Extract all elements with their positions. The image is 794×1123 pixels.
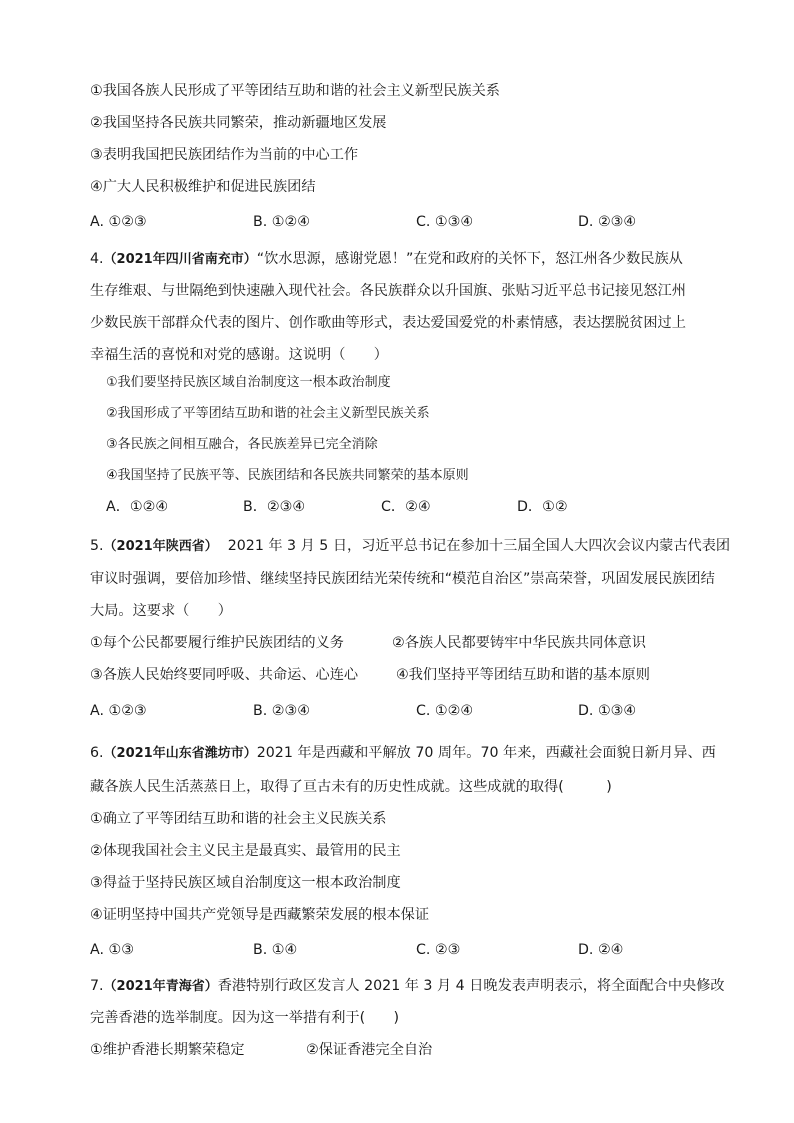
q5-stem-line-1 — [90, 537, 730, 556]
q5-option-b: B. ②③④ — [253, 703, 310, 719]
q5-option-c: C. ①②④ — [416, 703, 474, 719]
q4-option-a: A．①②④ — [106, 499, 169, 515]
q5-item-3: ③各族人民始终要同呼吸、共命运、心连心 — [90, 667, 359, 683]
q7-stem-line-2: 完善香港的选举制度。因为这一举措有利于( ) — [90, 1010, 400, 1026]
q7-source: （2021年青海省） — [103, 979, 218, 994]
q4-option-c: C．②④ — [381, 499, 431, 515]
q6-stem-line-1 — [90, 744, 716, 763]
q6-stem-line-2: 藏各族人民生活蒸蒸日上，取得了亘古未有的历史性成就。这些成就的取得( ) — [90, 779, 612, 795]
q3-item-2: ②我国坚持各民族共同繁荣，推动新疆地区发展 — [90, 115, 387, 131]
q7-stem-line-1 — [90, 977, 725, 996]
q5-item-1: ①每个公民都要履行维护民族团结的义务 — [90, 635, 344, 651]
q4-stem-line-4: 幸福生活的喜悦和对党的感谢。这说明（ ） — [90, 347, 388, 363]
q6-item-3: ③得益于坚持民族区域自治制度这一根本政治制度 — [90, 875, 401, 891]
q4-option-d: D．①② — [517, 499, 568, 515]
q5-item-4: ④我们坚持平等团结互助和谐的基本原则 — [396, 667, 650, 683]
q5-option-a: A. ①②③ — [90, 703, 147, 719]
q4-item-4: ④我国坚持了民族平等、民族团结和各民族共同繁荣的基本原则 — [106, 468, 469, 483]
q6-option-a: A. ①③ — [90, 942, 134, 958]
q5-stem-line-3: 大局。这要求（ ） — [90, 603, 232, 619]
q4-stem-line-3: 少数民族干部群众代表的图片、创作歌曲等形式，表达爱国爱党的朴素情感，表达摆脱贫困过上 — [90, 315, 686, 331]
q3-option-a: A. ①②③ — [90, 214, 147, 230]
q4-source: （2021年四川省南充市） — [103, 252, 257, 267]
q3-option-b: B. ①②④ — [253, 214, 310, 230]
q5-item-2: ②各族人民都要铸牢中华民族共同体意识 — [392, 635, 646, 651]
q4-stem-text-1: “饮水思源，感谢党恩！”在党和政府的关怀下，怒江州各少数民族从 — [256, 251, 683, 267]
q4-stem-line-2: 生存维艰、与世隔绝到快速融入现代社会。各民族群众以升国旗、张贴习近平总书记接见怒江州 — [90, 283, 686, 299]
q4-number: 4. — [90, 251, 104, 267]
q5-stem-text-1: 2021 年 3 月 5 日，习近平总书记在参加十三届全国人大四次会议内蒙古代表团 — [227, 538, 731, 554]
q4-option-b: B．②③④ — [243, 499, 306, 515]
q5-stem-line-2: 审议时强调，要倍加珍惜、继续坚持民族团结光荣传统和“模范自治区”崇高荣誉，巩固发展民族团结 — [90, 571, 715, 587]
q6-option-d: D. ②④ — [578, 942, 624, 958]
q4-item-3: ③各民族之间相互融合，各民族差异已完全消除 — [106, 437, 378, 452]
q6-item-1: ①确立了平等团结互助和谐的社会主义民族关系 — [90, 811, 387, 827]
q6-item-2: ②体现我国社会主义民主是最真实、最管用的民主 — [90, 843, 401, 859]
q3-item-4: ④广大人民积极维护和促进民族团结 — [90, 179, 316, 195]
q3-item-3: ③表明我国把民族团结作为当前的中心工作 — [90, 147, 359, 163]
q5-number: 5. — [90, 538, 104, 554]
q4-stem-line-1 — [90, 250, 683, 269]
q5-source: （2021年陕西省） — [103, 539, 218, 554]
q7-item-1: ①维护香港长期繁荣稳定 — [90, 1042, 245, 1058]
q6-number: 6. — [90, 745, 104, 761]
q6-option-b: B. ①④ — [253, 942, 298, 958]
q5-option-d: D. ①③④ — [578, 703, 637, 719]
q4-item-2: ②我国形成了平等团结互助和谐的社会主义新型民族关系 — [106, 406, 430, 421]
q7-item-2: ②保证香港完全自治 — [306, 1042, 433, 1058]
q6-item-4: ④证明坚持中国共产党领导是西藏繁荣发展的根本保证 — [90, 907, 430, 923]
q3-option-c: C. ①③④ — [416, 214, 474, 230]
q3-item-1: ①我国各族人民形成了平等团结互助和谐的社会主义新型民族关系 — [90, 83, 500, 99]
q4-item-1: ①我们要坚持民族区域自治制度这一根本政治制度 — [106, 375, 391, 390]
q6-option-c: C. ②③ — [416, 942, 461, 958]
q7-stem-text-1: 香港特别行政区发言人 2021 年 3 月 4 日晚发表声明表示，将全面配合中央修改 — [217, 978, 725, 994]
q6-source: （2021年山东省潍坊市） — [103, 746, 257, 761]
q3-option-d: D. ②③④ — [578, 214, 637, 230]
q7-number: 7. — [90, 978, 104, 994]
q6-stem-text-1: 2021 年是西藏和平解放 70 周年。70 年来，西藏社会面貌日新月异、西 — [256, 745, 716, 761]
